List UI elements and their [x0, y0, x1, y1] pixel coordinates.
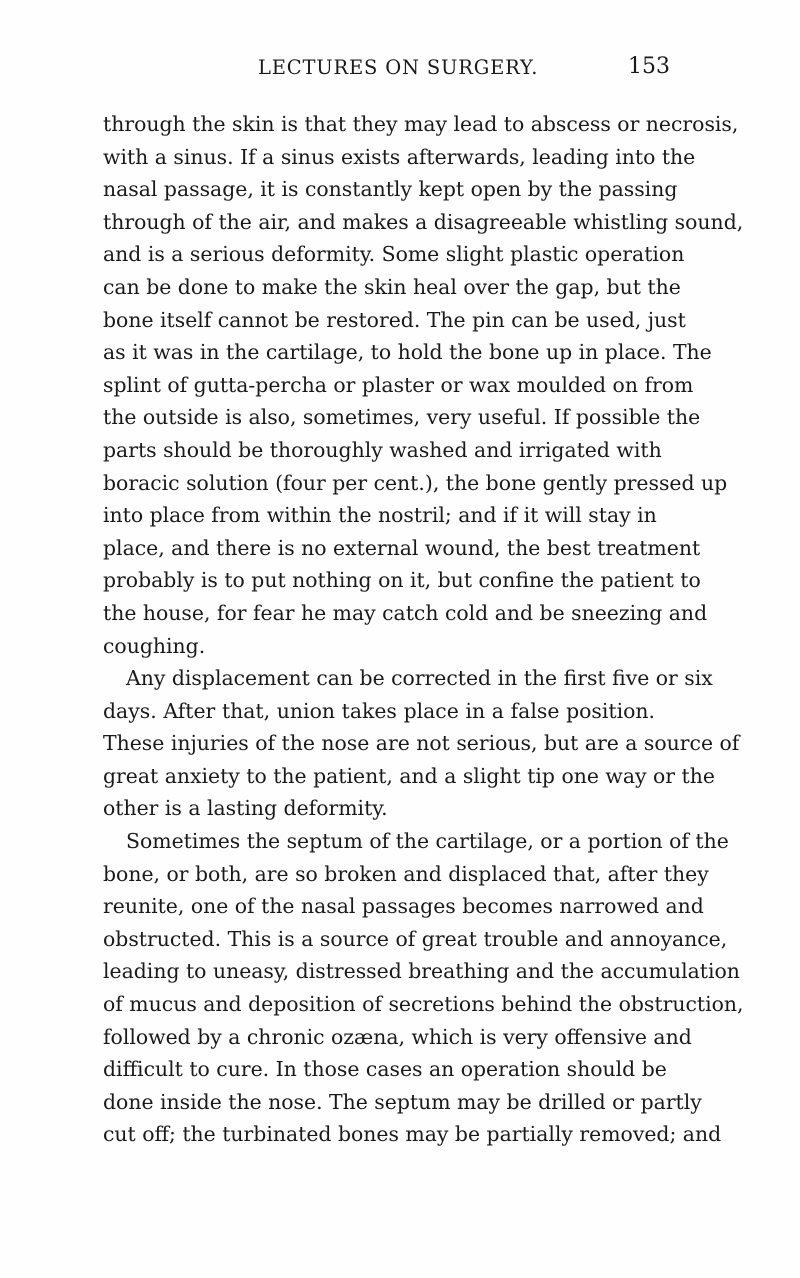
text-line: into place from within the nostril; and if it will stay in — [103, 503, 657, 528]
text-line: coughing. — [103, 633, 206, 658]
text-line: other is a lasting deformity. — [103, 796, 388, 821]
text-line: difficult to cure. In those cases an operation should be — [103, 1057, 667, 1082]
text-line: Sometimes the septum of the cartilage, or a portion of the — [126, 829, 729, 854]
text-line: through the skin is that they may lead to abscess or necrosis, — [103, 112, 739, 136]
running-head — [0, 56, 800, 86]
text-line: leading to uneasy, distressed breathing and the accumulation — [103, 959, 740, 984]
text-line: splint of gutta-percha or plaster or wax moulded on from — [103, 372, 694, 397]
text-line: days. After that, union takes place in a false position. — [103, 698, 655, 723]
text-line: These injuries of the nose are not serious, but are a source of — [103, 731, 740, 756]
text-line: as it was in the cartilage, to hold the bone up in place. The — [103, 340, 712, 365]
body-text — [103, 108, 744, 1151]
text-line: the house, for fear he may catch cold and be sneezing and — [103, 600, 708, 625]
text-line: bone, or both, are so broken and displaced that, after they — [103, 861, 709, 886]
text-line: place, and there is no external wound, the best treatment — [103, 535, 701, 560]
text-line: great anxiety to the patient, and a slight tip one way or the — [103, 763, 715, 788]
text-line: parts should be thoroughly washed and irrigated with — [103, 437, 662, 462]
text-line: and is a serious deformity. Some slight plastic operation — [103, 242, 685, 267]
text-line: bone itself cannot be restored. The pin can be used, just — [103, 307, 686, 332]
text-line: reunite, one of the nasal passages becomes narrowed and — [103, 894, 704, 919]
text-line: through of the air, and makes a disagreeable whistling sound, — [103, 209, 744, 234]
text-line: followed by a chronic ozæna, which is very offensive and — [103, 1024, 692, 1049]
text-line: with a sinus. If a sinus exists afterwards, leading into the — [103, 144, 696, 169]
text-line: cut off; the turbinated bones may be partially removed; and — [103, 1122, 722, 1147]
text-line: probably is to put nothing on it, but confine the patient to — [103, 568, 701, 593]
text-line: can be done to make the skin heal over the gap, but the — [103, 274, 681, 299]
text-line: of mucus and deposition of secretions behind the obstruction, — [103, 992, 744, 1017]
text-line: boracic solution (four per cent.), the bone gently pressed up — [103, 470, 728, 495]
page-number: 153 — [628, 54, 670, 79]
running-head-title: LECTURES ON SURGERY. — [258, 56, 539, 79]
text-line: Any displacement can be corrected in the first five or six — [126, 666, 713, 691]
text-line: obstructed. This is a source of great trouble and annoyance, — [103, 926, 728, 951]
text-line: done inside the nose. The septum may be drilled or partly — [103, 1089, 702, 1114]
text-line: nasal passage, it is constantly kept open by the passing — [103, 177, 678, 202]
text-line: the outside is also, sometimes, very useful. If possible the — [103, 405, 701, 430]
